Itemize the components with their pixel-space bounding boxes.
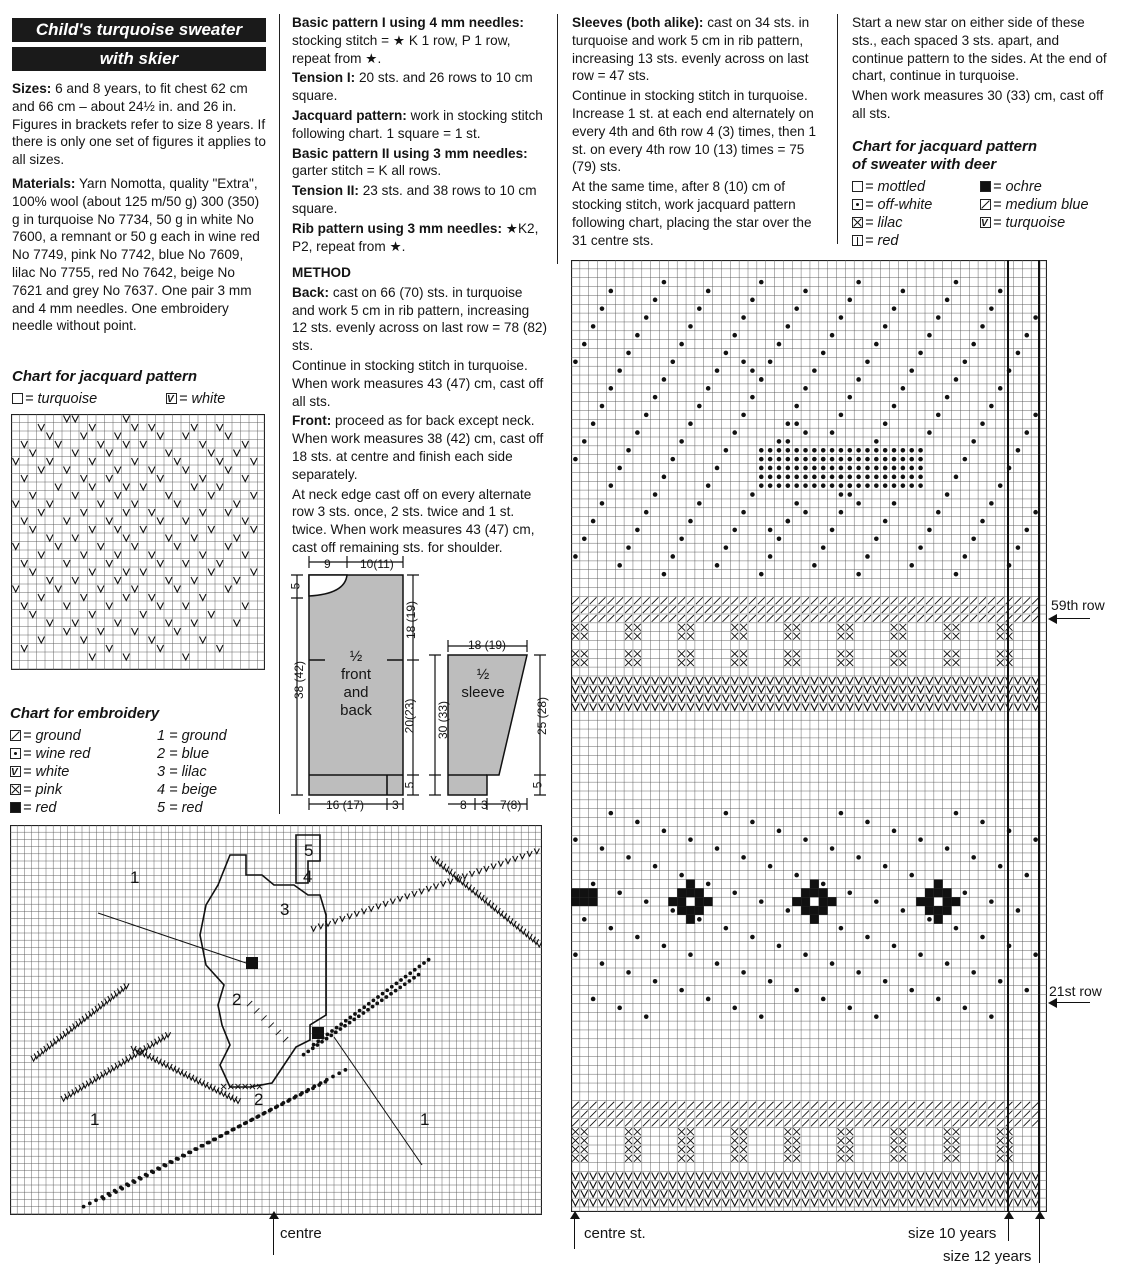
sleeve-top-18-19: 18 (19) — [468, 638, 507, 652]
centre-label: centre — [280, 1225, 322, 1242]
white-v-icon — [166, 393, 177, 404]
jacquard-chart-title: Chart for jacquard pattern — [12, 368, 198, 385]
sch-3: 3 — [392, 798, 399, 812]
embroidery-legend-left: = ground = wine red V= white = pink = red — [10, 727, 90, 817]
front-back-label: ½ front and back — [340, 648, 372, 719]
turquoise-square-icon — [12, 393, 23, 404]
jacquard-chart-grid — [11, 414, 265, 670]
row21-label: 21st row — [1049, 983, 1102, 999]
size10-arrowhead-icon — [1004, 1211, 1014, 1219]
centre-arrow-icon — [273, 1213, 274, 1255]
sleeve-bottom-7-8: 7(8) — [500, 798, 522, 812]
svg-text:1: 1 — [90, 1110, 100, 1129]
sch-top-5: 5 — [288, 582, 303, 590]
basic-pattern-text: Basic pattern I using 4 mm needles: stocking stitch = ★ K 1 row, P 1 row, repeat from ★. Tension I: 20 sts. and 26 rows to 10 cm square. Jacquard pattern: work in stocking stitch following chart. 1 square = 1 st. Basic pattern II using 3 mm needles: garter stitch = K all rows. Tension II: 23 sts. and 38 rows to 10 cm square. Rib pattern using 3 mm needles: ★K2, P2, repeat from ★. — [292, 15, 543, 254]
sch-18-19: 18 (19) — [404, 600, 419, 640]
ochre-filled-icon — [980, 181, 991, 192]
row59-arrowhead-icon — [1048, 614, 1057, 624]
lilac-x-icon — [852, 217, 863, 228]
sizes-label: Sizes: — [12, 81, 52, 96]
embroidery-legend-right: 1 = ground 2 = blue 3 = lilac 4 = beige 5 = red — [157, 728, 227, 816]
star-text: Start a new star on either side of these sts., each spaced 3 sts. apart, and continue pattern to the sides. At the end of chart, continue in turquoise. When work measures 30 (33) cm, cast off all sts. — [852, 15, 1107, 121]
size12-arrow-icon — [1039, 1213, 1040, 1263]
centre-st-arrowhead-icon — [570, 1211, 580, 1219]
jacquard-legend-1: = turquoise — [12, 390, 97, 408]
sch-top-9: 9 — [324, 557, 331, 571]
sch-5b: 5 — [402, 781, 417, 789]
sleeve-bottom-3: 3 — [481, 798, 488, 812]
ground-slash-icon — [10, 730, 21, 741]
red-filled-icon — [10, 802, 21, 813]
sch-20-23: 20(23) — [402, 698, 417, 734]
size12-label: size 12 years — [943, 1248, 1032, 1265]
svg-text:4: 4 — [303, 867, 313, 886]
red-bar-icon — [852, 235, 863, 246]
svg-text:5: 5 — [304, 841, 314, 860]
materials-text: Yarn Nomotta, quality "Extra", 100% wool (about 125 m/50 g) 300 (350) g in turquoise No 7734, 50 g in white No 7600, a remnant or 50 g each in wine red No 7749, pink No 7742, blue No 7609, lilac No 7755, red No 7642, beige No 7621 and grey No 7637. One pair 3 mm and 4 mm needles. One embroidery needle without point. — [12, 175, 260, 334]
row59-label: 59th row — [1051, 597, 1105, 613]
jacquard-legend-2: V = white — [166, 390, 225, 408]
turquoise-v-icon — [980, 217, 991, 228]
deer-chart-title: Chart for jacquard pattern of sweater with deer — [852, 138, 1038, 173]
title-line-1: Child's turquoise sweater — [12, 18, 266, 42]
svg-text:3: 3 — [280, 900, 290, 919]
sleeve-30-33: 30 (33) — [436, 700, 451, 740]
materials-label: Materials: — [12, 175, 76, 191]
sch-38-42: 38 (42) — [292, 660, 307, 700]
sch-top-10-11: 10(11) — [360, 557, 394, 571]
deer-legend-left: = mottled = off-white = lilac = red — [852, 178, 932, 250]
column-divider-1 — [279, 14, 280, 814]
sleeve-5: 5 — [530, 781, 545, 789]
centre-st-label: centre st. — [584, 1225, 646, 1242]
wine-red-dot-icon — [10, 748, 21, 759]
column-divider-3 — [837, 14, 838, 244]
white-v-icon — [10, 766, 21, 777]
row21-arrowhead-icon — [1048, 998, 1057, 1008]
column-divider-2 — [557, 14, 558, 264]
svg-text:2: 2 — [232, 990, 242, 1009]
sleeve-label: ½ sleeve — [461, 666, 505, 701]
embroidery-chart — [10, 825, 542, 1215]
sleeve-25-28: 25 (28) — [535, 696, 550, 736]
svg-text:1: 1 — [420, 1110, 430, 1129]
centre-arrowhead-icon — [269, 1211, 279, 1219]
svg-text:2: 2 — [254, 1090, 264, 1109]
sleeves-text: Sleeves (both alike): cast on 34 sts. in turquoise and work 5 cm in rib pattern, increasing 13 sts. evenly across on last row = 47 sts. Continue in stocking stitch in turquoise. Increase 1 st. at each end alternately on every 4th and 6th row 4 (3) times, then 1 st. on every 4th row 10 (13) times = 75 (79) sts. At the same time, after 8 (10) cm of stocking stitch, work jacquard pattern following chart, placing the star over the 31 centre sts. — [572, 15, 817, 248]
svg-text:1: 1 — [130, 868, 140, 887]
embroidery-chart-title: Chart for embroidery — [10, 705, 160, 722]
deer-chart-grid — [571, 260, 1047, 1212]
pink-x-icon — [10, 784, 21, 795]
title-line-2: with skier — [12, 47, 266, 71]
sch-16-17: 16 (17) — [326, 798, 365, 812]
sizes-text: 6 and 8 years, to fit chest 62 cm and 66 cm – about 24½ in. and 26 in. Figures in brackets refer to size 8 years. If there is only one set of figures it applies to all sizes. — [12, 81, 266, 168]
sleeve-bottom-8: 8 — [460, 798, 467, 812]
sizes-materials-text — [12, 80, 268, 335]
size12-arrowhead-icon — [1035, 1211, 1045, 1219]
off-white-dot-icon — [852, 199, 863, 210]
size10-label: size 10 years — [908, 1225, 997, 1242]
method-heading: METHOD — [292, 265, 351, 280]
method-text: METHOD Back: cast on 66 (70) sts. in turquoise and work 5 cm in rib pattern, increasing 12 sts. evenly across on last row = 78 (82) sts. Continue in stocking stitch in turquoise. When work measures 43 (47) cm, cast off all sts. Front: proceed as for back except neck. When work measures 38 (42) cm, cast off 18 sts. at centre and finish each side separately. At neck edge cast off on every alternate row 3 sts. once, 2 sts. twice and 1 st. twice. When work measures 43 (47) cm, cast off remaining sts. for shoulder. — [292, 265, 548, 555]
mottled-square-icon — [852, 181, 863, 192]
medium-blue-slash-icon — [980, 199, 991, 210]
deer-legend-right: = ochre = medium blue V= turquoise — [980, 178, 1089, 232]
